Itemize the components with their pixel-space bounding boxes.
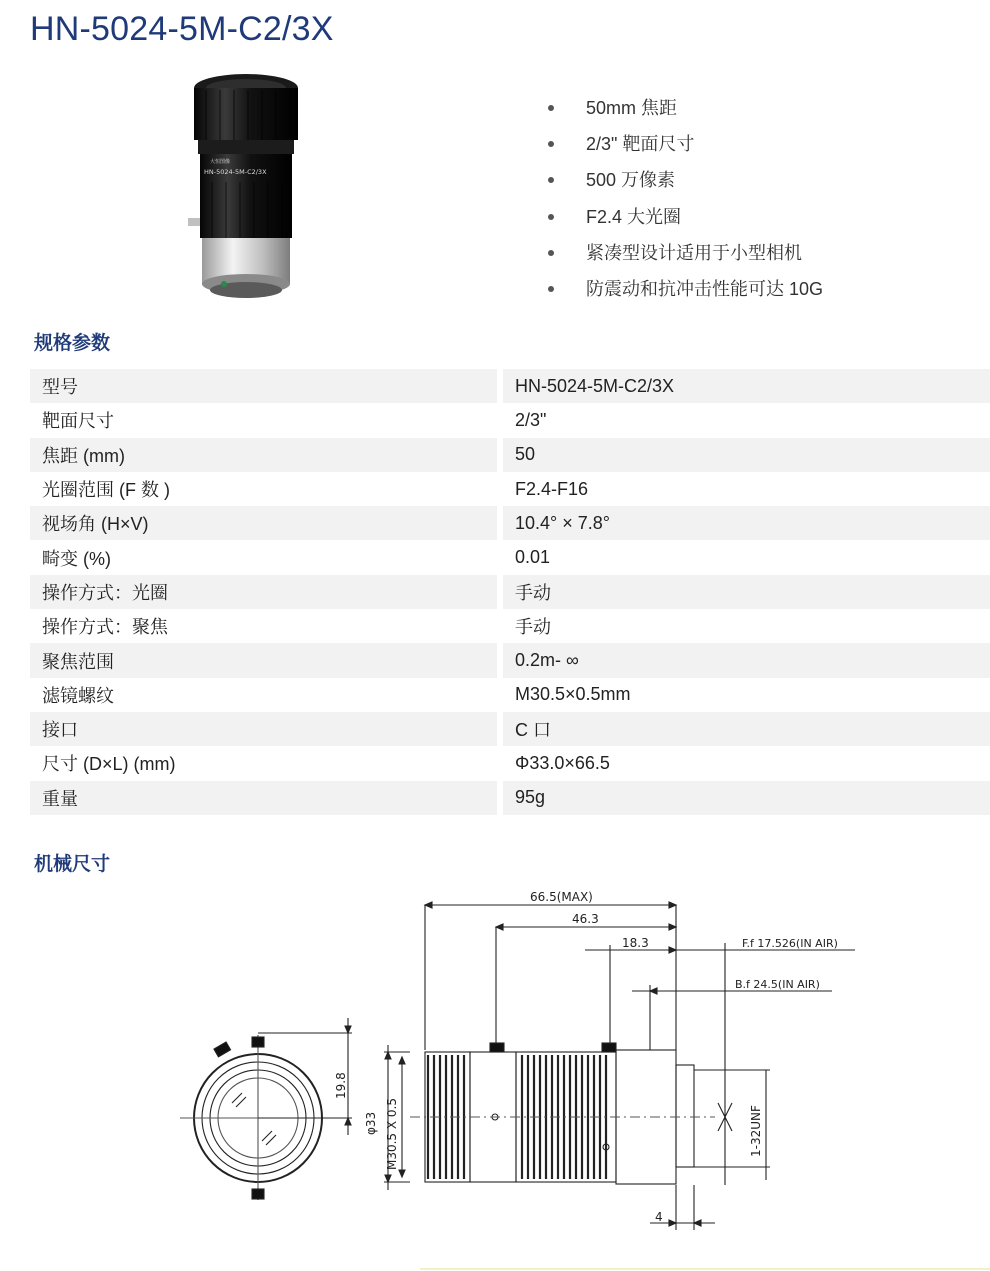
spec-label: 操作方式：光圈 (30, 575, 497, 609)
spec-label: 重量 (30, 781, 497, 815)
table-row (30, 438, 990, 472)
spec-value: M30.5×0.5mm (515, 684, 631, 705)
table-row (30, 575, 990, 609)
table-row (30, 643, 990, 677)
feature-item: 防震动和抗冲击性能可达 10G (548, 271, 823, 307)
feature-item: 紧凑型设计适用于小型相机 (548, 235, 823, 271)
spec-value: 2/3" (515, 409, 547, 430)
spec-value: 95g (503, 781, 990, 815)
spec-value: 10.4° × 7.8° (503, 506, 990, 540)
dim-4: 4 (655, 1210, 663, 1224)
spec-value: 0.01 (515, 547, 551, 568)
spec-value: 手动 (503, 575, 990, 609)
lens-label-brand: 大恒图像 (210, 159, 231, 165)
spec-label: 聚焦范围 (30, 643, 497, 677)
dim-flange-focal: F.f 17.526(IN AIR) (742, 937, 838, 950)
table-row (30, 369, 990, 403)
spec-value: HN-5024-5M-C2/3X (503, 369, 990, 403)
spec-value: 50 (503, 438, 990, 472)
specs-section-title: 规格参数 (34, 333, 111, 354)
dimension-lines (384, 902, 855, 1230)
feature-item: 500 万像素 (548, 162, 823, 198)
dim-mount-thread: 1-32UNF (749, 1105, 763, 1157)
front-view (180, 1018, 352, 1200)
table-row (30, 712, 990, 746)
spec-table (30, 369, 990, 815)
mech-section-title: 机械尺寸 (34, 854, 111, 875)
spec-value: 手动 (515, 617, 551, 638)
spec-label: 光圈范围 (F 数 ) (42, 480, 170, 501)
lens-label-model: HN-5024-5M-C2/3X (204, 168, 267, 176)
table-row (30, 472, 990, 506)
dim-filter-thread: M30.5 X 0.5 (385, 1097, 399, 1170)
bottom-divider (420, 1268, 990, 1270)
dim-total-length: 66.5(MAX) (530, 890, 593, 904)
spec-value: C 口 (503, 712, 990, 746)
spec-label: 接口 (30, 712, 497, 746)
spec-label: 视场角 (H×V) (30, 506, 497, 540)
table-row (30, 609, 990, 643)
lens-product-image (186, 70, 306, 305)
table-row (30, 746, 990, 780)
spec-label: 畸变 (%) (42, 548, 111, 569)
feature-item: 50mm 焦距 (548, 90, 823, 126)
table-row (30, 403, 990, 437)
feature-item: F2.4 大光圈 (548, 199, 823, 235)
dim-back-focal: B.f 24.5(IN AIR) (735, 978, 820, 991)
dim-18: 18.3 (622, 936, 649, 950)
mechanical-drawing (170, 885, 870, 1230)
spec-label: 滤镜螺纹 (42, 685, 114, 706)
dim-19: 19.8 (334, 1072, 348, 1099)
table-row (30, 678, 990, 712)
spec-label: 操作方式：聚焦 (42, 617, 168, 638)
table-row (30, 781, 990, 815)
spec-value: F2.4-F16 (515, 478, 589, 499)
spec-label: 尺寸 (D×L) (mm) (42, 754, 176, 775)
page-title: HN-5024-5M-C2/3X (30, 10, 334, 48)
table-row (30, 506, 990, 540)
spec-label: 靶面尺寸 (42, 411, 114, 432)
dim-46: 46.3 (572, 912, 599, 926)
dim-diameter: φ33 (364, 1111, 378, 1135)
feature-item: 2/3" 靶面尺寸 (548, 126, 823, 162)
feature-list (548, 90, 823, 307)
table-row (30, 540, 990, 574)
spec-label: 焦距 (mm) (30, 438, 497, 472)
spec-value: Φ33.0×66.5 (515, 752, 610, 773)
spec-label: 型号 (30, 369, 497, 403)
side-view (410, 1043, 732, 1184)
spec-value: 0.2m- ∞ (503, 643, 990, 677)
